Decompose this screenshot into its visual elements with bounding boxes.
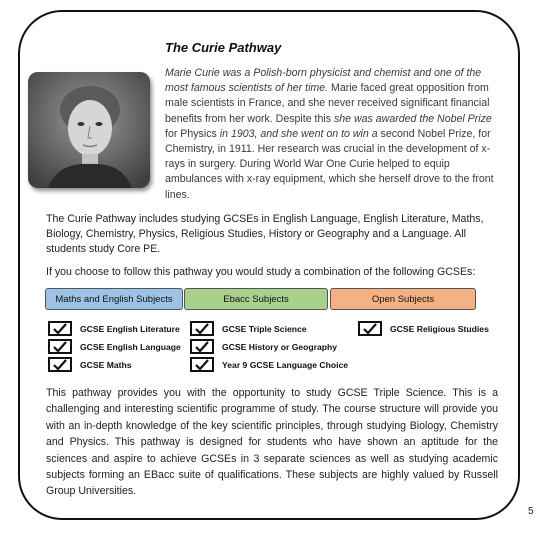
- checkmark-icon: [195, 323, 209, 335]
- bio-sentence-2: Marie faced great opposition from male scientists in France, and she never received significant financial benefits from her work. Despite this: [165, 82, 490, 125]
- subject-label: Year 9 GCSE Language Choice: [222, 359, 349, 370]
- marie-curie-portrait: [28, 72, 150, 188]
- subject-checkbox-row: [48, 339, 181, 354]
- subject-label: GCSE Religious Studies: [390, 323, 489, 334]
- checkmark-icon: [53, 323, 67, 335]
- pathway-title: The Curie Pathway: [165, 40, 282, 55]
- checkmark-icon: [53, 359, 67, 371]
- checkbox[interactable]: [48, 339, 72, 354]
- subject-checkbox-row: [190, 339, 337, 354]
- subject-label: GCSE History or Geography: [222, 341, 338, 352]
- subject-label: GCSE Triple Science: [222, 323, 307, 334]
- subject-checkbox-row: [48, 321, 180, 336]
- portrait-illustration: [28, 72, 150, 188]
- checkmark-icon: [53, 341, 67, 353]
- bio-remainder: second Nobel Prize, for Chemistry, in 1911. Her research was crucial in the development of x-rays in surgery. During World War One Curie helped to equip ambulances with x-ray equipment, which she herself drove to the front lines.: [165, 127, 494, 201]
- bio-physics-text: for Physics: [165, 127, 220, 140]
- checkbox[interactable]: [48, 357, 72, 372]
- pathway-intro: The Curie Pathway includes studying GCSEs in English Language, English Literature, Maths, Biology, Chemistry, Physics, Religious Studies, History or Geography and a Language. All students study Core PE.: [46, 213, 484, 256]
- subject-label: GCSE Maths: [80, 359, 132, 370]
- checkmark-icon: [195, 341, 209, 353]
- bio-nobel-phrase: she was awarded the Nobel Prize: [333, 112, 492, 125]
- subject-label: GCSE English Language: [80, 341, 181, 352]
- subject-checkbox-row: [358, 321, 489, 336]
- maths-english-header: Maths and English Subjects: [45, 288, 183, 310]
- checkbox[interactable]: [48, 321, 72, 336]
- subject-checkbox-row: [190, 357, 348, 372]
- checkbox[interactable]: [190, 321, 214, 336]
- bio-sentence-1: Marie Curie was a Polish-born physicist and chemist and one of the most famous scientists of her time.: [165, 67, 482, 95]
- checkmark-icon: [195, 359, 209, 371]
- checkbox[interactable]: [358, 321, 382, 336]
- checkbox[interactable]: [190, 339, 214, 354]
- curie-biography: [165, 66, 501, 203]
- bio-year-phrase: in 1903, and she went on to win a: [219, 127, 378, 140]
- checkbox[interactable]: [190, 357, 214, 372]
- checkmark-icon: [363, 323, 377, 335]
- subject-checkbox-row: [48, 357, 132, 372]
- pathway-description: This pathway provides you with the opportunity to study GCSE Triple Science. This is a challenging and interesting scientific programme of study. The course structure will provide you with an in-depth knowledge of the key scientific principles, through studying Biology, Chemistry and Physics. This pathway is designed for students who have shown an aptitude for the sciences and aspire to achieve GCSEs in 3 separate sciences as well as studying academic subjects forming an EBacc suite of qualifications. These subjects are highly valued by Russell Group Universities.: [46, 387, 498, 498]
- ebacc-header: Ebacc Subjects: [184, 288, 328, 310]
- open-subjects-header: Open Subjects: [330, 288, 476, 310]
- subject-label: GCSE English Literature: [80, 323, 180, 334]
- page-number: 5: [528, 506, 534, 517]
- subject-checkbox-row: [190, 321, 307, 336]
- choose-instruction: If you choose to follow this pathway you would study a combination of the following GCSEs:: [46, 266, 476, 278]
